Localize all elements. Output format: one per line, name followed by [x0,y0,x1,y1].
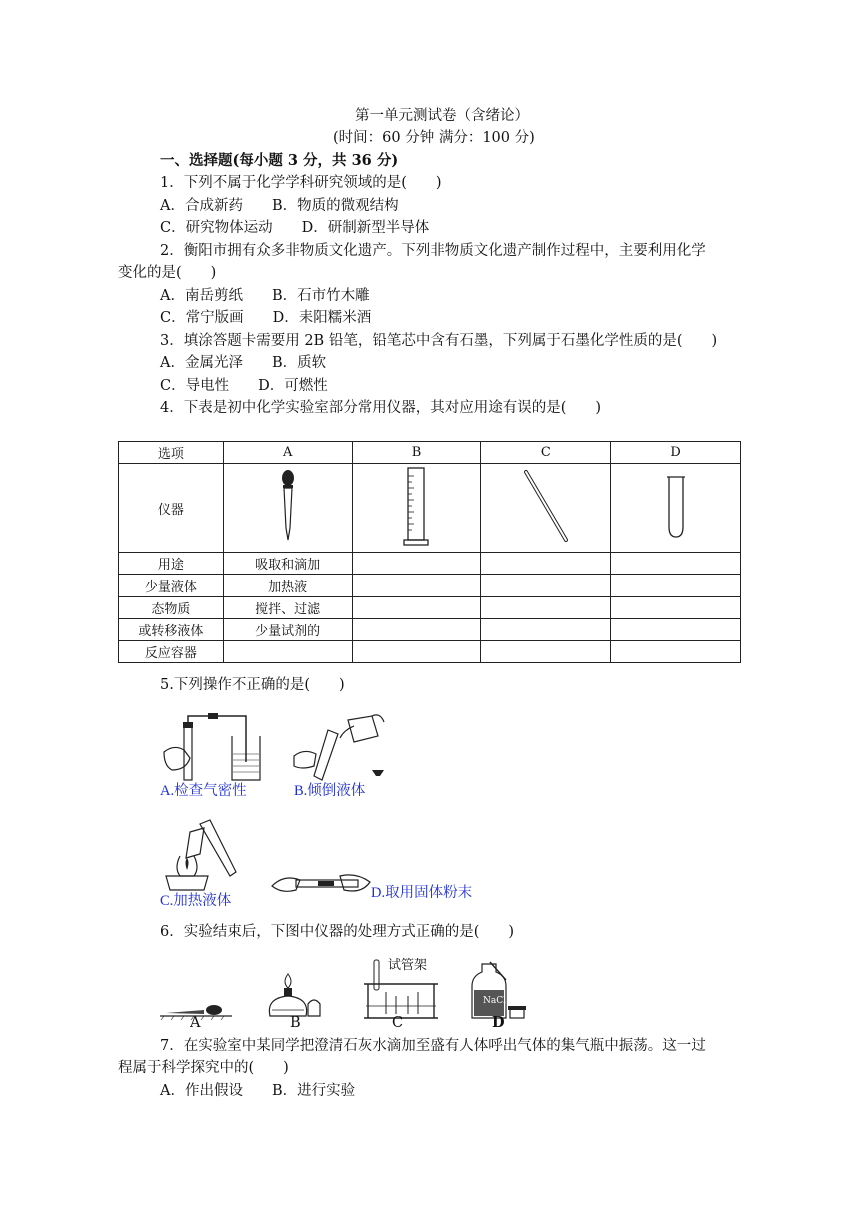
table-cell [352,641,481,663]
table-row [119,641,741,663]
table-cell: 搅拌、过滤 [223,597,352,619]
question-1: 1．下列不属于化学学科研究领域的是( ) [160,175,442,191]
table-cell [611,597,741,619]
table-cell [481,553,611,575]
q6-caption-b: B [290,1015,301,1031]
table-header-cell: D [611,442,741,464]
table-header-cell: A [223,442,352,464]
table-cell [611,619,741,641]
glass-rod-figure [481,464,611,553]
q3-options-cd: C．导电性 D．可燃性 [160,378,328,394]
section-heading: 一、选择题(每小题 3 分，共 36 分) [160,152,399,169]
table-cell [481,641,611,663]
airtightness-check-figure [160,712,270,784]
dropper-figure [223,464,352,553]
exam-meta: (时间：60 分钟 满分：100 分) [333,130,535,146]
q2-options-ab: A．南岳剪纸 B．石市竹木雕 [160,288,370,304]
table-cell: 用途 [119,553,224,575]
table-cell: 少量试剂的 [223,619,352,641]
table-cell: 反应容器 [119,641,224,663]
question-7-cont: 程属于科学探究中的( ) [118,1060,289,1076]
table-cell: 仪器 [119,464,224,553]
table-cell: 或转移液体 [119,619,224,641]
table-cell [611,553,741,575]
table-cell [611,575,741,597]
table-cell [481,619,611,641]
pouring-liquid-figure [288,712,388,784]
table-row [119,619,741,641]
table-cell [352,597,481,619]
table-cell [611,641,741,663]
nacl-label: NaCl [483,996,507,1006]
heating-liquid-figure [160,818,240,894]
instrument-table [118,441,741,663]
question-5: 5.下列操作不正确的是( ) [160,677,345,693]
table-cell [352,553,481,575]
q7-options-ab: A．作出假设 B．进行实验 [160,1083,356,1099]
taking-powder-figure [270,868,374,898]
table-row [119,575,741,597]
q6-caption-c: C [392,1015,404,1031]
q5-caption-d: D.取用固体粉末 [371,885,473,901]
table-header-cell: 选项 [119,442,224,464]
q1-options-ab: A．合成新药 B．物质的微观结构 [160,198,399,214]
table-cell [352,619,481,641]
table-header-row [119,442,741,464]
page-title: 第一单元测试卷（含绪论） [355,108,529,124]
q1-options-cd: C．研究物体运动 D．研制新型半导体 [160,220,430,236]
table-cell: 态物质 [119,597,224,619]
q5-caption-a: A.检查气密性 [160,783,247,799]
rack-label: 试管架 [388,958,428,973]
table-cell: 少量液体 [119,575,224,597]
table-cell [352,575,481,597]
table-row-instrument [119,464,741,553]
q3-options-ab: A．金属光泽 B．质软 [160,355,327,371]
test-tube-figure [611,464,741,553]
table-header-cell: C [481,442,611,464]
question-4: 4．下表是初中化学实验室部分常用仪器，其对应用途有误的是( ) [160,400,602,416]
question-6: 6．实验结束后，下图中仪器的处理方式正确的是( ) [160,924,515,940]
table-row [119,597,741,619]
graduated-cylinder-figure [352,464,481,553]
table-cell [481,597,611,619]
q5-caption-b: B.倾倒液体 [294,783,366,799]
table-cell [481,575,611,597]
q6-caption-d: D [492,1014,505,1031]
question-7: 7．在实验室中某同学把澄清石灰水滴加至盛有人体呼出气体的集气瓶中振荡。这一过 [160,1038,706,1054]
table-row [119,553,741,575]
table-cell: 加热液 [223,575,352,597]
question-2-cont: 变化的是( ) [118,265,217,281]
question-2: 2．衡阳市拥有众多非物质文化遗产。下列非物质文化遗产制作过程中，主要利用化学 [160,243,706,259]
table-cell: 吸取和滴加 [223,553,352,575]
question-3: 3．填涂答题卡需要用 2B 铅笔，铅笔芯中含有石墨，下列属于石墨化学性质的是( ) [160,333,718,349]
table-header-cell: B [352,442,481,464]
q5-caption-c: C.加热液体 [160,893,232,909]
table-cell [223,641,352,663]
q6-caption-a: A [190,1015,201,1031]
q2-options-cd: C．常宁版画 D．耒阳糯米酒 [160,310,372,326]
